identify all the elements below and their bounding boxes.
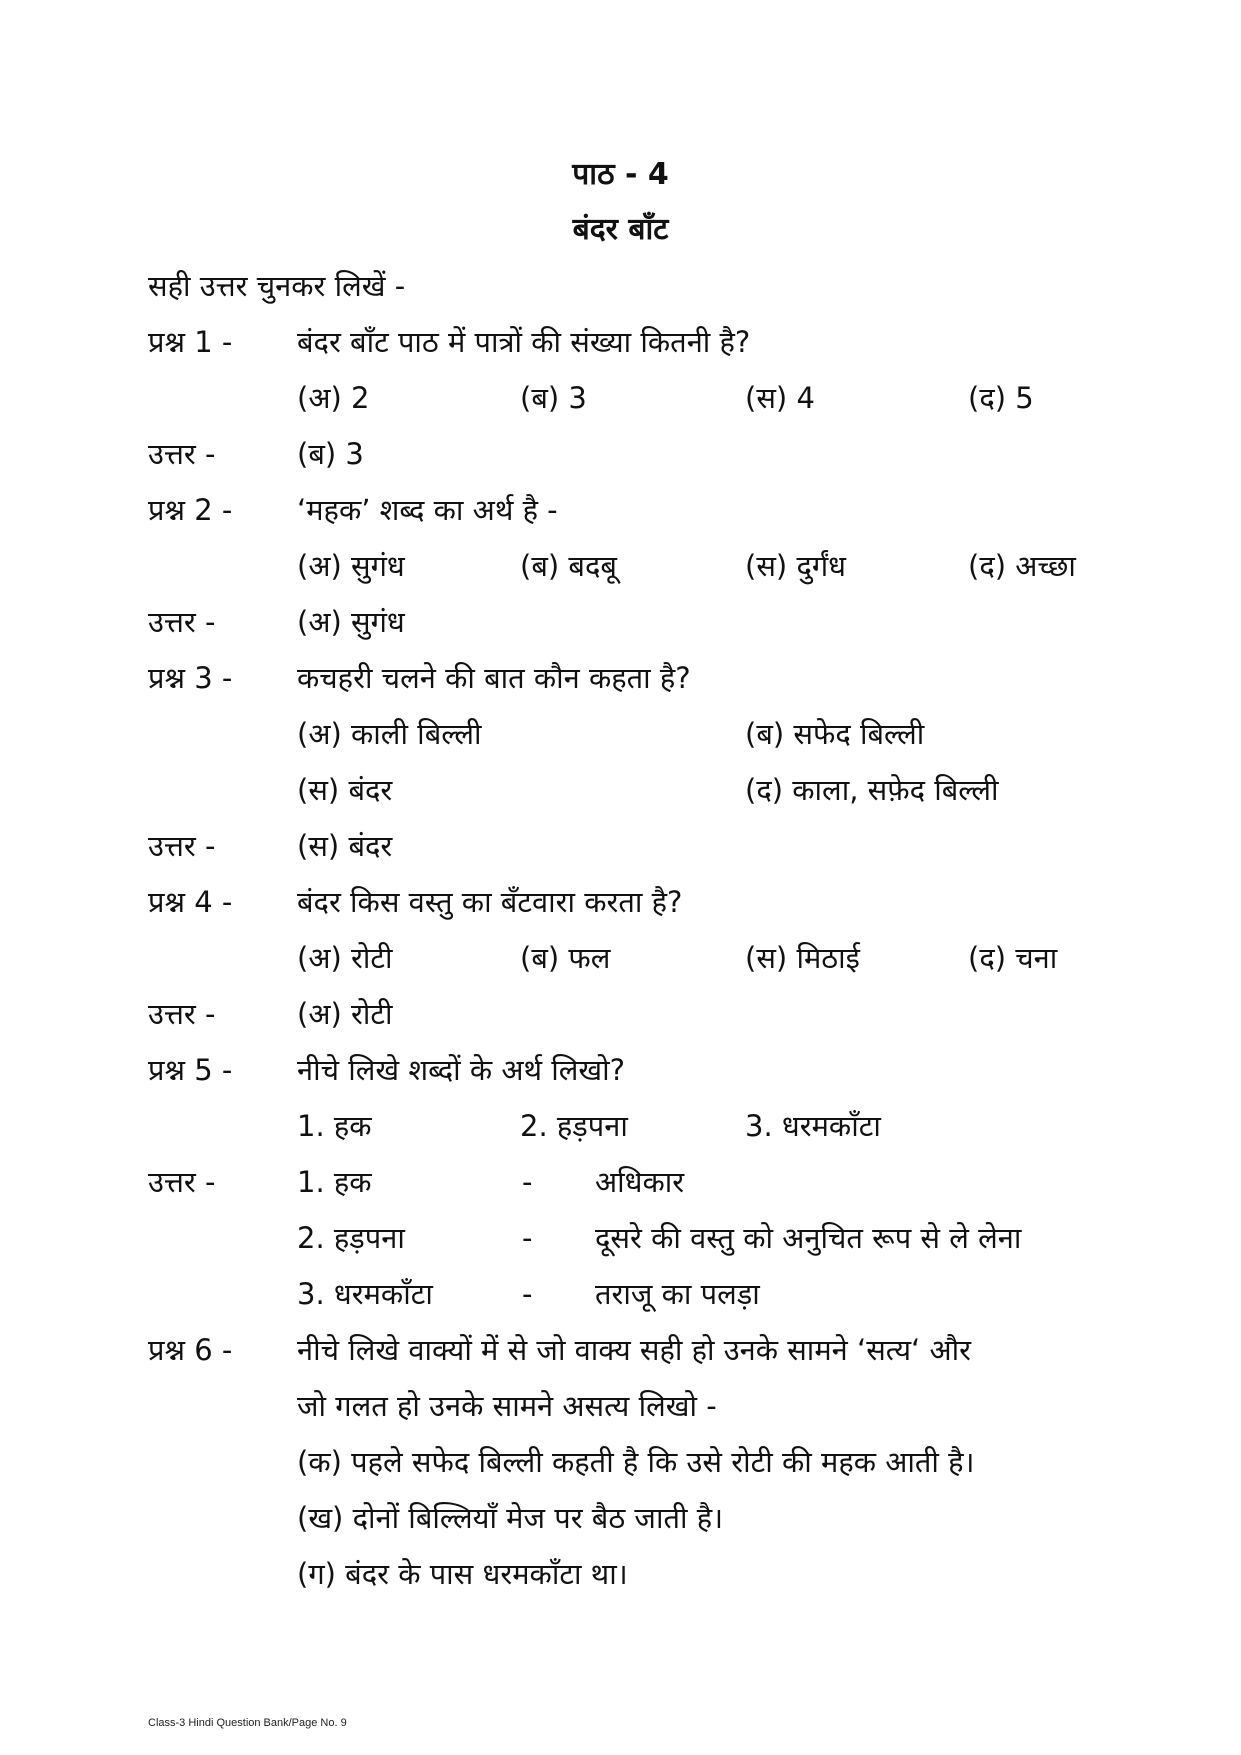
q3-option-c: (स) बंदर	[297, 773, 393, 807]
q3-text: कचहरी चलने की बात कौन कहता है?	[297, 661, 691, 695]
lesson-number: पाठ - 4	[572, 157, 669, 192]
q1-answer: (ब) 3	[297, 437, 364, 471]
q2-option-b: (ब) बदबू	[520, 549, 617, 583]
lesson-title: बंदर बाँट	[572, 212, 669, 247]
q5-meaning-1: अधिकार	[595, 1165, 685, 1199]
q5-answer-word-2: 2. हड़पना	[297, 1221, 405, 1255]
q1-option-b: (ब) 3	[520, 381, 587, 415]
q2-option-a: (अ) सुगंध	[297, 549, 405, 583]
q4-option-c: (स) मिठाई	[745, 941, 860, 975]
q5-answer-label: उत्तर -	[148, 1165, 216, 1199]
q1-label: प्रश्न 1 -	[148, 325, 233, 359]
q4-label: प्रश्न 4 -	[148, 885, 233, 919]
q4-answer-label: उत्तर -	[148, 997, 216, 1031]
q4-option-b: (ब) फल	[520, 941, 611, 975]
q3-answer: (स) बंदर	[297, 829, 393, 863]
q2-option-c: (स) दुर्गंध	[745, 549, 847, 583]
q5-answer-word-1: 1. हक	[297, 1165, 372, 1199]
q3-option-b: (ब) सफेद बिल्ली	[745, 717, 925, 751]
q6-statement-ga: (ग) बंदर के पास धरमकाँटा था।	[297, 1557, 628, 1591]
q3-option-a: (अ) काली बिल्ली	[297, 717, 482, 751]
q5-meaning-2: दूसरे की वस्तु को अनुचित रूप से ले लेना	[595, 1221, 1022, 1255]
q2-option-d: (द) अच्छा	[968, 549, 1076, 583]
q5-meaning-3: तराजू का पलड़ा	[595, 1277, 760, 1311]
q6-statement-kha: (ख) दोनों बिल्लियाँ मेज पर बैठ जाती है।	[297, 1501, 724, 1535]
q5-answer-dash-3: -	[522, 1277, 533, 1311]
q5-word-2: 2. हड़पना	[520, 1109, 628, 1143]
q5-text: नीचे लिखे शब्दों के अर्थ लिखो?	[297, 1053, 626, 1087]
q1-text: बंदर बाँट पाठ में पात्रों की संख्या कितनी है?	[297, 325, 751, 359]
instruction: सही उत्तर चुनकर लिखें -	[148, 269, 406, 303]
q4-text: बंदर किस वस्तु का बँटवारा करता है?	[297, 885, 683, 919]
q5-answer-dash-2: -	[522, 1221, 533, 1255]
q1-option-c: (स) 4	[745, 381, 815, 415]
q3-answer-label: उत्तर -	[148, 829, 216, 863]
q5-label: प्रश्न 5 -	[148, 1053, 233, 1087]
q4-option-d: (द) चना	[968, 941, 1058, 975]
q2-answer-label: उत्तर -	[148, 605, 216, 639]
q3-label: प्रश्न 3 -	[148, 661, 233, 695]
q4-option-a: (अ) रोटी	[297, 941, 393, 975]
q2-answer: (अ) सुगंध	[297, 605, 405, 639]
q1-option-a: (अ) 2	[297, 381, 370, 415]
q6-text-line1: नीचे लिखे वाक्यों में से जो वाक्य सही हो उनके सामने ‘सत्य‘ और	[297, 1333, 971, 1367]
q5-word-3: 3. धरमकाँटा	[745, 1109, 881, 1143]
q4-answer: (अ) रोटी	[297, 997, 393, 1031]
q3-option-d: (द) काला, सफ़ेद बिल्ली	[745, 773, 999, 807]
q6-label: प्रश्न 6 -	[148, 1333, 233, 1367]
q1-answer-label: उत्तर -	[148, 437, 216, 471]
q6-statement-ka: (क) पहले सफेद बिल्ली कहती है कि उसे रोटी की महक आती है।	[297, 1445, 975, 1479]
q2-text: ‘महक’ शब्द का अर्थ है -	[297, 493, 558, 527]
q2-label: प्रश्न 2 -	[148, 493, 233, 527]
q5-word-1: 1. हक	[297, 1109, 372, 1143]
q6-text-line2: जो गलत हो उनके सामने असत्य लिखो -	[297, 1389, 717, 1423]
q1-option-d: (द) 5	[968, 381, 1034, 415]
q5-answer-dash-1: -	[522, 1165, 533, 1199]
q5-answer-word-3: 3. धरमकाँटा	[297, 1277, 433, 1311]
page-footer: Class-3 Hindi Question Bank/Page No. 9	[148, 1717, 347, 1729]
